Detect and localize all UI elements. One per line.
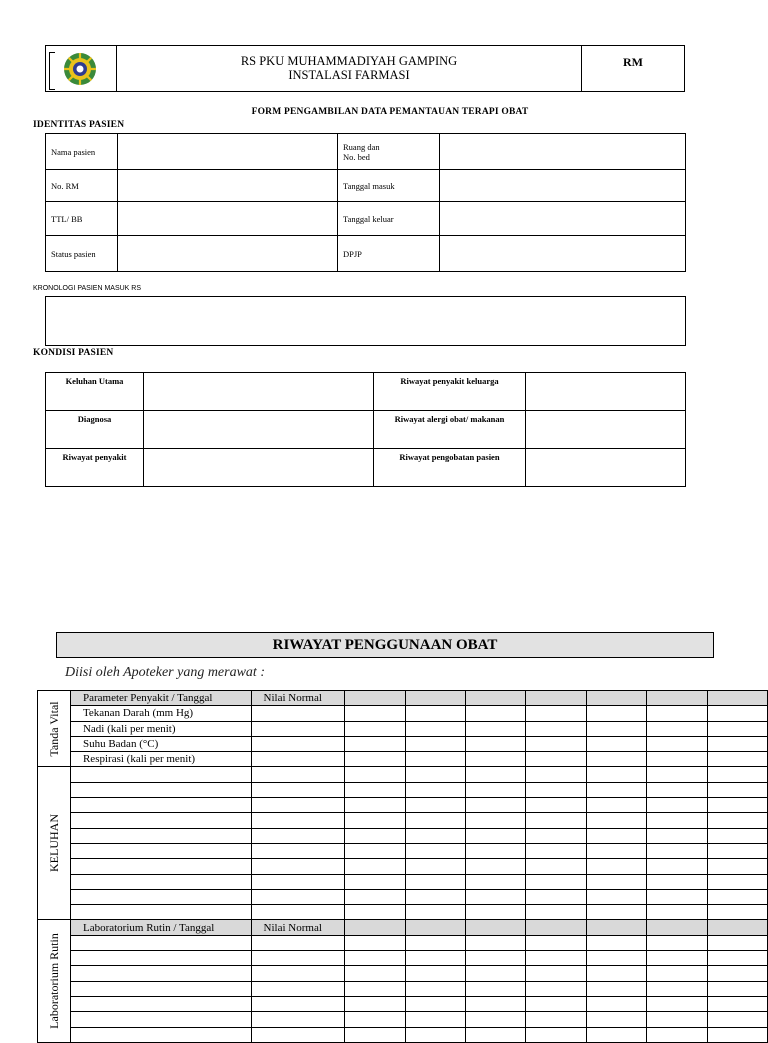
date-value-cell[interactable]	[707, 813, 767, 828]
table-row	[38, 752, 768, 767]
date-value-cell[interactable]	[466, 798, 526, 813]
date-value-cell[interactable]	[466, 1012, 526, 1027]
hospital-logo-icon	[60, 51, 100, 87]
kronologi-field[interactable]	[45, 296, 686, 346]
nilai-normal-cell[interactable]	[251, 1027, 345, 1042]
date-value-cell[interactable]	[586, 951, 646, 966]
date-value-cell[interactable]	[526, 966, 586, 981]
date-value-cell[interactable]	[647, 828, 707, 843]
date-value-cell[interactable]	[647, 752, 707, 767]
kondisi-field[interactable]	[144, 373, 374, 411]
date-value-cell[interactable]	[707, 798, 767, 813]
identitas-field[interactable]	[118, 170, 338, 202]
date-value-cell[interactable]	[707, 767, 767, 782]
date-value-cell[interactable]	[526, 996, 586, 1011]
nilai-normal-cell[interactable]	[251, 767, 345, 782]
date-value-cell[interactable]	[526, 798, 586, 813]
date-value-cell[interactable]	[405, 813, 465, 828]
date-value-cell[interactable]	[707, 1027, 767, 1042]
nilai-normal-cell[interactable]	[251, 966, 345, 981]
nilai-normal-cell[interactable]	[251, 981, 345, 996]
kondisi-field[interactable]	[526, 373, 686, 411]
kondisi-field[interactable]	[526, 411, 686, 449]
nilai-normal-cell[interactable]	[251, 874, 345, 889]
date-value-cell[interactable]	[586, 798, 646, 813]
parameter-label: Laboratorium Rutin / Tanggal	[70, 920, 251, 935]
date-value-cell[interactable]	[345, 889, 405, 904]
table-row	[38, 935, 768, 950]
date-value-cell[interactable]	[526, 813, 586, 828]
date-value-cell[interactable]	[466, 981, 526, 996]
table-row	[38, 782, 768, 797]
date-value-cell[interactable]	[466, 721, 526, 736]
date-value-cell[interactable]	[526, 905, 586, 920]
date-value-cell[interactable]	[647, 996, 707, 1011]
table-row	[38, 920, 768, 935]
nilai-normal-cell[interactable]	[251, 721, 345, 736]
table-row	[46, 170, 686, 202]
date-value-cell[interactable]	[466, 935, 526, 950]
date-value-cell[interactable]	[466, 951, 526, 966]
parameter-cell[interactable]	[70, 798, 251, 813]
date-value-cell[interactable]	[647, 721, 707, 736]
date-value-cell[interactable]	[405, 935, 465, 950]
date-value-cell[interactable]	[586, 767, 646, 782]
nilai-normal-cell[interactable]	[251, 782, 345, 797]
parameter-cell[interactable]	[70, 951, 251, 966]
date-value-cell[interactable]	[707, 828, 767, 843]
table-row	[38, 966, 768, 981]
date-value-cell[interactable]	[466, 752, 526, 767]
date-value-cell[interactable]	[647, 874, 707, 889]
date-value-cell[interactable]	[586, 981, 646, 996]
date-value-cell[interactable]	[586, 736, 646, 751]
table-row	[38, 767, 768, 782]
riwayat-title: RIWAYAT PENGGUNAAN OBAT	[56, 632, 714, 658]
date-value-cell[interactable]	[586, 920, 646, 935]
parameter-cell[interactable]	[70, 935, 251, 950]
date-value-cell[interactable]	[647, 767, 707, 782]
kondisi-label: Riwayat penyakit keluarga	[374, 373, 526, 411]
table-row	[46, 134, 686, 170]
date-value-cell[interactable]	[586, 828, 646, 843]
date-value-cell[interactable]	[586, 966, 646, 981]
date-value-cell[interactable]	[707, 996, 767, 1011]
date-value-cell[interactable]	[466, 889, 526, 904]
table-row	[46, 236, 686, 272]
date-value-cell[interactable]	[707, 782, 767, 797]
date-value-cell[interactable]	[405, 1012, 465, 1027]
date-value-cell[interactable]	[707, 951, 767, 966]
date-value-cell[interactable]	[647, 798, 707, 813]
kondisi-label: Riwayat alergi obat/ makanan	[374, 411, 526, 449]
identitas-field[interactable]	[440, 134, 686, 170]
date-value-cell[interactable]	[526, 889, 586, 904]
table-row	[38, 721, 768, 736]
date-value-cell[interactable]	[345, 874, 405, 889]
date-value-cell[interactable]	[707, 874, 767, 889]
date-value-cell[interactable]	[586, 905, 646, 920]
table-row	[38, 798, 768, 813]
table-row	[38, 736, 768, 751]
parameter-cell[interactable]	[70, 996, 251, 1011]
nilai-normal-header: Nilai Normal	[251, 920, 345, 935]
date-value-cell[interactable]	[526, 951, 586, 966]
date-value-cell[interactable]	[647, 813, 707, 828]
date-value-cell[interactable]	[526, 767, 586, 782]
table-row	[38, 889, 768, 904]
date-value-cell[interactable]	[526, 981, 586, 996]
date-value-cell[interactable]	[586, 691, 646, 706]
identitas-label-line: No. bed	[343, 151, 370, 162]
nilai-normal-cell[interactable]	[251, 813, 345, 828]
date-value-cell[interactable]	[405, 966, 465, 981]
nilai-normal-cell[interactable]	[251, 752, 345, 767]
identitas-label: Nama pasien	[46, 134, 118, 170]
date-value-cell[interactable]	[586, 752, 646, 767]
logo-cell	[46, 46, 117, 91]
identitas-label: Tanggal keluar	[338, 202, 440, 236]
parameter-cell[interactable]	[70, 966, 251, 981]
date-value-cell[interactable]	[647, 920, 707, 935]
date-value-cell[interactable]	[405, 782, 465, 797]
date-value-cell[interactable]	[586, 859, 646, 874]
date-value-cell[interactable]	[707, 706, 767, 721]
parameter-cell[interactable]	[70, 813, 251, 828]
date-value-cell[interactable]	[707, 843, 767, 858]
date-value-cell[interactable]	[647, 843, 707, 858]
identitas-field[interactable]	[118, 236, 338, 272]
date-value-cell[interactable]	[707, 736, 767, 751]
date-value-cell[interactable]	[466, 859, 526, 874]
table-row	[38, 874, 768, 889]
date-value-cell[interactable]	[526, 920, 586, 935]
kondisi-label: Riwayat pengobatan pasien	[374, 449, 526, 487]
kondisi-label: Riwayat penyakit	[46, 449, 144, 487]
nilai-normal-header: Nilai Normal	[251, 691, 345, 706]
date-value-cell[interactable]	[707, 981, 767, 996]
date-value-cell[interactable]	[707, 721, 767, 736]
table-row	[38, 1012, 768, 1027]
date-value-cell[interactable]	[586, 996, 646, 1011]
date-value-cell[interactable]	[345, 767, 405, 782]
date-value-cell[interactable]	[345, 966, 405, 981]
parameter-cell[interactable]	[70, 981, 251, 996]
kondisi-field[interactable]	[526, 449, 686, 487]
identitas-label: TTL/ BB	[46, 202, 118, 236]
date-value-cell[interactable]	[586, 843, 646, 858]
obat-table	[37, 690, 768, 1043]
nilai-normal-cell[interactable]	[251, 706, 345, 721]
parameter-cell[interactable]	[70, 767, 251, 782]
parameter-cell[interactable]	[70, 889, 251, 904]
date-value-cell[interactable]	[405, 752, 465, 767]
parameter-cell[interactable]	[70, 905, 251, 920]
date-value-cell[interactable]	[526, 843, 586, 858]
date-value-cell[interactable]	[647, 935, 707, 950]
date-value-cell[interactable]	[345, 706, 405, 721]
nilai-normal-cell[interactable]	[251, 736, 345, 751]
kondisi-label: Keluhan Utama	[46, 373, 144, 411]
date-value-cell[interactable]	[405, 828, 465, 843]
date-value-cell[interactable]	[405, 691, 465, 706]
date-value-cell[interactable]	[345, 782, 405, 797]
date-value-cell[interactable]	[466, 843, 526, 858]
nilai-normal-cell[interactable]	[251, 905, 345, 920]
date-value-cell[interactable]	[586, 721, 646, 736]
riwayat-subtitle: Diisi oleh Apoteker yang merawat :	[65, 665, 265, 680]
nilai-normal-cell[interactable]	[251, 889, 345, 904]
table-row	[38, 1027, 768, 1042]
date-value-cell[interactable]	[526, 706, 586, 721]
date-value-cell[interactable]	[707, 752, 767, 767]
date-value-cell[interactable]	[345, 1027, 405, 1042]
department-name: INSTALASI FARMASI	[288, 68, 410, 82]
table-row	[38, 706, 768, 721]
tanda-vital-section	[38, 691, 71, 767]
date-value-cell[interactable]	[707, 935, 767, 950]
header-title	[116, 54, 582, 82]
table-row	[38, 813, 768, 828]
kondisi-field[interactable]	[144, 449, 374, 487]
date-value-cell[interactable]	[707, 889, 767, 904]
date-value-cell[interactable]	[466, 706, 526, 721]
nilai-normal-cell[interactable]	[251, 996, 345, 1011]
date-value-cell[interactable]	[466, 813, 526, 828]
date-value-cell[interactable]	[405, 1027, 465, 1042]
date-value-cell[interactable]	[466, 691, 526, 706]
table-row	[38, 828, 768, 843]
parameter-label: Tekanan Darah (mm Hg)	[70, 706, 251, 721]
kondisi-field[interactable]	[144, 411, 374, 449]
date-value-cell[interactable]	[345, 996, 405, 1011]
header-box	[45, 45, 685, 92]
form-title: FORM PENGAMBILAN DATA PEMANTAUAN TERAPI OBAT	[251, 107, 529, 117]
date-value-cell[interactable]	[586, 782, 646, 797]
date-value-cell[interactable]	[405, 721, 465, 736]
date-value-cell[interactable]	[647, 966, 707, 981]
date-value-cell[interactable]	[647, 736, 707, 751]
rm-cell	[581, 46, 684, 91]
date-value-cell[interactable]	[647, 1012, 707, 1027]
date-value-cell[interactable]	[345, 736, 405, 751]
parameter-label: Respirasi (kali per menit)	[70, 752, 251, 767]
date-value-cell[interactable]	[647, 859, 707, 874]
date-value-cell[interactable]	[466, 767, 526, 782]
bracket-decoration	[49, 52, 55, 90]
date-value-cell[interactable]	[345, 935, 405, 950]
identitas-label: Status pasien	[46, 236, 118, 272]
date-value-cell[interactable]	[405, 951, 465, 966]
nilai-normal-cell[interactable]	[251, 935, 345, 950]
parameter-cell[interactable]	[70, 874, 251, 889]
date-value-cell[interactable]	[647, 905, 707, 920]
date-value-cell[interactable]	[466, 905, 526, 920]
parameter-cell[interactable]	[70, 1012, 251, 1027]
nilai-normal-cell[interactable]	[251, 843, 345, 858]
kondisi-heading: KONDISI PASIEN	[33, 348, 114, 358]
date-value-cell[interactable]	[345, 981, 405, 996]
date-value-cell[interactable]	[345, 691, 405, 706]
date-value-cell[interactable]	[345, 798, 405, 813]
identitas-field[interactable]	[440, 202, 686, 236]
identitas-field[interactable]	[440, 236, 686, 272]
date-value-cell[interactable]	[586, 1027, 646, 1042]
date-value-cell[interactable]	[466, 966, 526, 981]
table-row	[38, 951, 768, 966]
date-value-cell[interactable]	[466, 996, 526, 1011]
date-value-cell[interactable]	[466, 828, 526, 843]
date-value-cell[interactable]	[405, 981, 465, 996]
identitas-label-line: Ruang dan	[343, 141, 380, 152]
parameter-label: Parameter Penyakit / Tanggal	[70, 691, 251, 706]
table-row	[46, 411, 686, 449]
date-value-cell[interactable]	[345, 721, 405, 736]
table-row	[38, 905, 768, 920]
date-value-cell[interactable]	[647, 1027, 707, 1042]
date-value-cell[interactable]	[526, 1027, 586, 1042]
identitas-field[interactable]	[440, 170, 686, 202]
date-value-cell[interactable]	[526, 782, 586, 797]
nilai-normal-cell[interactable]	[251, 859, 345, 874]
nilai-normal-cell[interactable]	[251, 798, 345, 813]
date-value-cell[interactable]	[466, 782, 526, 797]
date-value-cell[interactable]	[345, 905, 405, 920]
date-value-cell[interactable]	[405, 767, 465, 782]
table-row	[46, 373, 686, 411]
date-value-cell[interactable]	[526, 721, 586, 736]
date-value-cell[interactable]	[707, 1012, 767, 1027]
identitas-table	[45, 133, 686, 272]
date-value-cell[interactable]	[526, 752, 586, 767]
date-value-cell[interactable]	[405, 736, 465, 751]
table-row	[38, 981, 768, 996]
nilai-normal-cell[interactable]	[251, 1012, 345, 1027]
date-value-cell[interactable]	[586, 813, 646, 828]
date-value-cell[interactable]	[526, 1012, 586, 1027]
date-value-cell[interactable]	[405, 798, 465, 813]
date-value-cell[interactable]	[707, 905, 767, 920]
identitas-label: No. RM	[46, 170, 118, 202]
identitas-label	[338, 134, 440, 170]
date-value-cell[interactable]	[647, 889, 707, 904]
date-value-cell[interactable]	[405, 889, 465, 904]
date-value-cell[interactable]	[647, 782, 707, 797]
date-value-cell[interactable]	[345, 1012, 405, 1027]
keluhan-section	[38, 767, 71, 920]
nilai-normal-cell[interactable]	[251, 951, 345, 966]
rm-label: RM	[623, 55, 643, 69]
date-value-cell[interactable]	[586, 1012, 646, 1027]
date-value-cell[interactable]	[345, 828, 405, 843]
date-value-cell[interactable]	[405, 706, 465, 721]
table-row	[38, 691, 768, 706]
date-value-cell[interactable]	[405, 920, 465, 935]
identitas-label: Tanggal masuk	[338, 170, 440, 202]
date-value-cell[interactable]	[586, 935, 646, 950]
date-value-cell[interactable]	[586, 706, 646, 721]
date-value-cell[interactable]	[647, 691, 707, 706]
date-value-cell[interactable]	[526, 828, 586, 843]
table-row	[38, 859, 768, 874]
table-row	[38, 996, 768, 1011]
lab-section-label: Laboratorium Rutin	[46, 933, 61, 1029]
date-value-cell[interactable]	[345, 951, 405, 966]
nilai-normal-cell[interactable]	[251, 828, 345, 843]
date-value-cell[interactable]	[345, 813, 405, 828]
date-value-cell[interactable]	[345, 843, 405, 858]
date-value-cell[interactable]	[405, 874, 465, 889]
date-value-cell[interactable]	[586, 874, 646, 889]
hospital-name: RS PKU MUHAMMADIYAH GAMPING	[240, 54, 458, 68]
kondisi-table	[45, 372, 686, 487]
date-value-cell[interactable]	[345, 752, 405, 767]
table-row	[46, 449, 686, 487]
date-value-cell[interactable]	[707, 966, 767, 981]
parameter-label: Nadi (kali per menit)	[70, 721, 251, 736]
tanda-vital-section-label: Tanda Vital	[46, 701, 61, 757]
date-value-cell[interactable]	[647, 706, 707, 721]
parameter-cell[interactable]	[70, 859, 251, 874]
identitas-field[interactable]	[118, 134, 338, 170]
date-value-cell[interactable]	[707, 920, 767, 935]
parameter-label: Suhu Badan (°C)	[70, 736, 251, 751]
date-value-cell[interactable]	[526, 874, 586, 889]
date-value-cell[interactable]	[405, 859, 465, 874]
date-value-cell[interactable]	[466, 736, 526, 751]
kondisi-label: Diagnosa	[46, 411, 144, 449]
date-value-cell[interactable]	[466, 1027, 526, 1042]
date-value-cell[interactable]	[405, 996, 465, 1011]
date-value-cell[interactable]	[526, 859, 586, 874]
parameter-cell[interactable]	[70, 782, 251, 797]
parameter-cell[interactable]	[70, 1027, 251, 1042]
parameter-cell[interactable]	[70, 843, 251, 858]
parameter-cell[interactable]	[70, 828, 251, 843]
date-value-cell[interactable]	[647, 951, 707, 966]
date-value-cell[interactable]	[345, 859, 405, 874]
identitas-label: DPJP	[338, 236, 440, 272]
keluhan-section-label: KELUHAN	[46, 814, 61, 873]
identitas-heading: IDENTITAS PASIEN	[33, 120, 125, 130]
date-value-cell[interactable]	[707, 691, 767, 706]
date-value-cell[interactable]	[345, 920, 405, 935]
kronologi-heading: KRONOLOGI PASIEN MASUK RS	[33, 285, 142, 292]
table-row	[46, 202, 686, 236]
date-value-cell[interactable]	[586, 889, 646, 904]
date-value-cell[interactable]	[647, 981, 707, 996]
date-value-cell[interactable]	[526, 691, 586, 706]
table-row	[38, 843, 768, 858]
date-value-cell[interactable]	[466, 874, 526, 889]
date-value-cell[interactable]	[526, 736, 586, 751]
date-value-cell[interactable]	[526, 935, 586, 950]
identitas-field[interactable]	[118, 202, 338, 236]
date-value-cell[interactable]	[405, 843, 465, 858]
date-value-cell[interactable]	[466, 920, 526, 935]
date-value-cell[interactable]	[707, 859, 767, 874]
date-value-cell[interactable]	[405, 905, 465, 920]
